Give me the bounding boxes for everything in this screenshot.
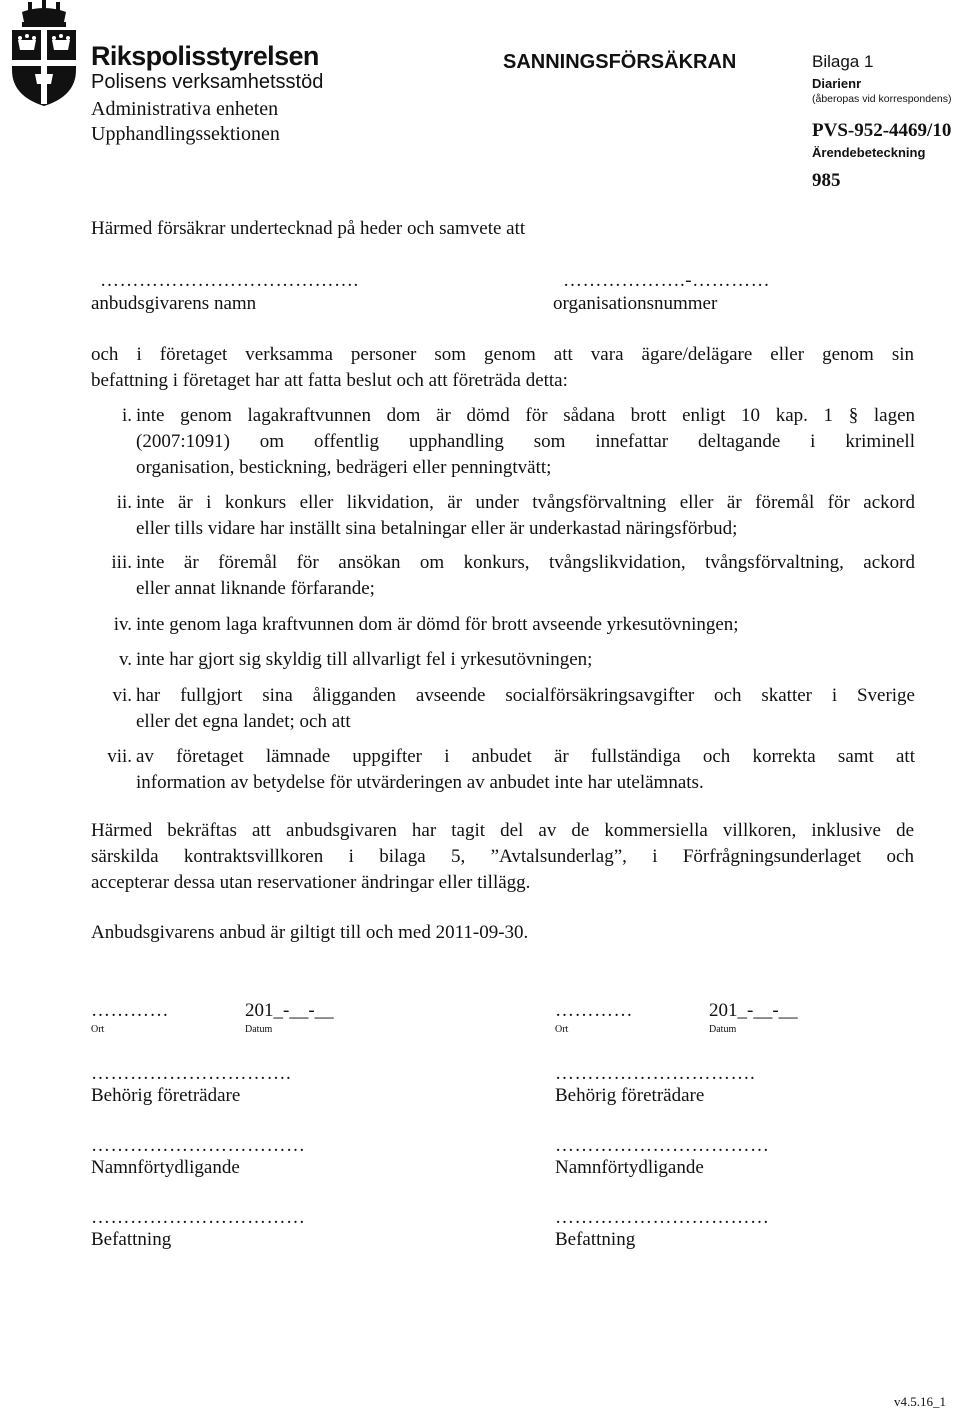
list-item — [90, 550, 915, 602]
arende-label: Ärendebeteckning — [812, 145, 926, 160]
document-title: SANNINGSFÖRSÄKRAN — [503, 51, 737, 73]
list-item — [90, 490, 915, 542]
list-number: v. — [118, 649, 132, 670]
signature-dots-right: …………………………. — [555, 1063, 756, 1084]
intro-text: Härmed försäkrar undertecknad på heder och samvete att — [91, 218, 526, 239]
version-label: v4.5.16_1 — [894, 1394, 946, 1409]
name-field-dots: …………………………………. — [100, 270, 359, 291]
diarienr-note: (åberopas vid korrespondens) — [812, 93, 952, 105]
paragraph-2 — [91, 818, 914, 896]
list-number: vi. — [112, 685, 132, 706]
list-text-line: eller tills vidare har inställt sina betalningar eller är underkastad näringsförbud; — [136, 518, 738, 539]
list-item — [90, 744, 915, 796]
diarienr-value: PVS-952-4469/10 — [812, 120, 952, 141]
list-text-line: av företaget lämnade uppgifter i anbudet är fullständiga och korrekta samt att — [136, 746, 915, 767]
date-field-right: 201_-__-__ — [709, 1000, 798, 1021]
list-number: vii. — [107, 746, 132, 767]
list-number: iv. — [113, 614, 132, 635]
position-dots-left: …………………………… — [91, 1207, 306, 1228]
list-item — [90, 612, 915, 638]
list-text-line: inte genom laga kraftvunnen dom är dömd för brott avseende yrkesutövningen; — [136, 614, 739, 635]
list-number: i. — [121, 405, 132, 426]
org-subtitle: Polisens verksamhetsstöd — [91, 71, 324, 93]
list-number: ii. — [116, 492, 132, 513]
namnfortydligande-right: Namnförtydligande — [555, 1157, 704, 1178]
name-dots-left: …………………………… — [91, 1135, 306, 1156]
org-name: Rikspolisstyrelsen — [91, 41, 319, 71]
behorig-label-right: Behörig företrädare — [555, 1085, 705, 1106]
befattning-left: Befattning — [91, 1229, 172, 1250]
police-crest-logo — [4, 0, 84, 108]
list-item — [90, 403, 915, 481]
ort-dots-left: ………… — [91, 1000, 169, 1021]
datum-label-right: Datum — [709, 1024, 737, 1035]
ort-dots-right: ………… — [555, 1000, 633, 1021]
date-field-left: 201_-__-__ — [245, 1000, 334, 1021]
list-text-line: organisation, bestickning, bedrägeri eller penningtvätt; — [136, 457, 552, 478]
bilaga-label: Bilaga 1 — [812, 52, 874, 71]
befattning-right: Befattning — [555, 1229, 636, 1250]
paragraph-2-line: Härmed bekräftas att anbudsgivaren har tagit del av de kommersiella villkoren, inklusive de — [91, 820, 914, 841]
ort-label-right: Ort — [555, 1024, 569, 1035]
signature-dots-left: …………………………. — [91, 1063, 292, 1084]
paragraph-1-line-2: befattning i företaget har att fatta beslut och att företräda detta: — [91, 370, 568, 391]
behorig-label-left: Behörig företrädare — [91, 1085, 241, 1106]
list-item — [90, 683, 915, 735]
validity-text: Anbudsgivarens anbud är giltigt till och med 2011-09-30. — [91, 922, 529, 943]
paragraph-2-line: accepterar dessa utan reservationer ändringar eller tillägg. — [91, 872, 531, 893]
name-field-label: anbudsgivarens namn — [91, 293, 257, 314]
list-item — [90, 647, 915, 673]
list-text-line: inte har gjort sig skyldig till allvarligt fel i yrkesutövningen; — [136, 649, 593, 670]
section: Upphandlingssektionen — [91, 123, 280, 145]
list-number: iii. — [111, 552, 132, 573]
name-dots-right: …………………………… — [555, 1135, 770, 1156]
list-text-line: inte är i konkurs eller likvidation, är under tvångsförvaltning eller är föremål för ackord — [136, 492, 915, 513]
orgnr-field-dots: ……………….-………… — [563, 270, 771, 291]
list-text-line: information av betydelse för utvärderingen av anbudet inte har utelämnats. — [136, 772, 704, 793]
list-text-line: eller annat liknande förfarande; — [136, 578, 375, 599]
list-text-line: har fullgjort sina åligganden avseende socialförsäkringsavgifter och skatter i Sverige — [136, 685, 915, 706]
datum-label-left: Datum — [245, 1024, 273, 1035]
paragraph-2-line: särskilda kontraktsvillkoren i bilaga 5, ”Avtalsunderlag”, i Förfrågningsunderlaget och — [91, 846, 914, 867]
list-text-line: eller det egna landet; och att — [136, 711, 351, 732]
position-dots-right: …………………………… — [555, 1207, 770, 1228]
paragraph-1-line-1: och i företaget verksamma personer som genom att vara ägare/delägare eller genom sin — [91, 344, 914, 365]
list-text-line: inte är föremål för ansökan om konkurs, tvångslikvidation, tvångsförvaltning, ackord — [136, 552, 915, 573]
ort-label-left: Ort — [91, 1024, 105, 1035]
orgnr-field-label: organisationsnummer — [553, 293, 718, 314]
arende-value: 985 — [812, 170, 841, 191]
department: Administrativa enheten — [91, 98, 279, 120]
list-text-line: inte genom lagakraftvunnen dom är dömd för sådana brott enligt 10 kap. 1 § lagen — [136, 405, 915, 426]
list-text-line: (2007:1091) om offentlig upphandling som innefattar deltagande i kriminell — [136, 431, 915, 452]
namnfortydligande-left: Namnförtydligande — [91, 1157, 240, 1178]
diarienr-label: Diarienr — [812, 76, 862, 91]
